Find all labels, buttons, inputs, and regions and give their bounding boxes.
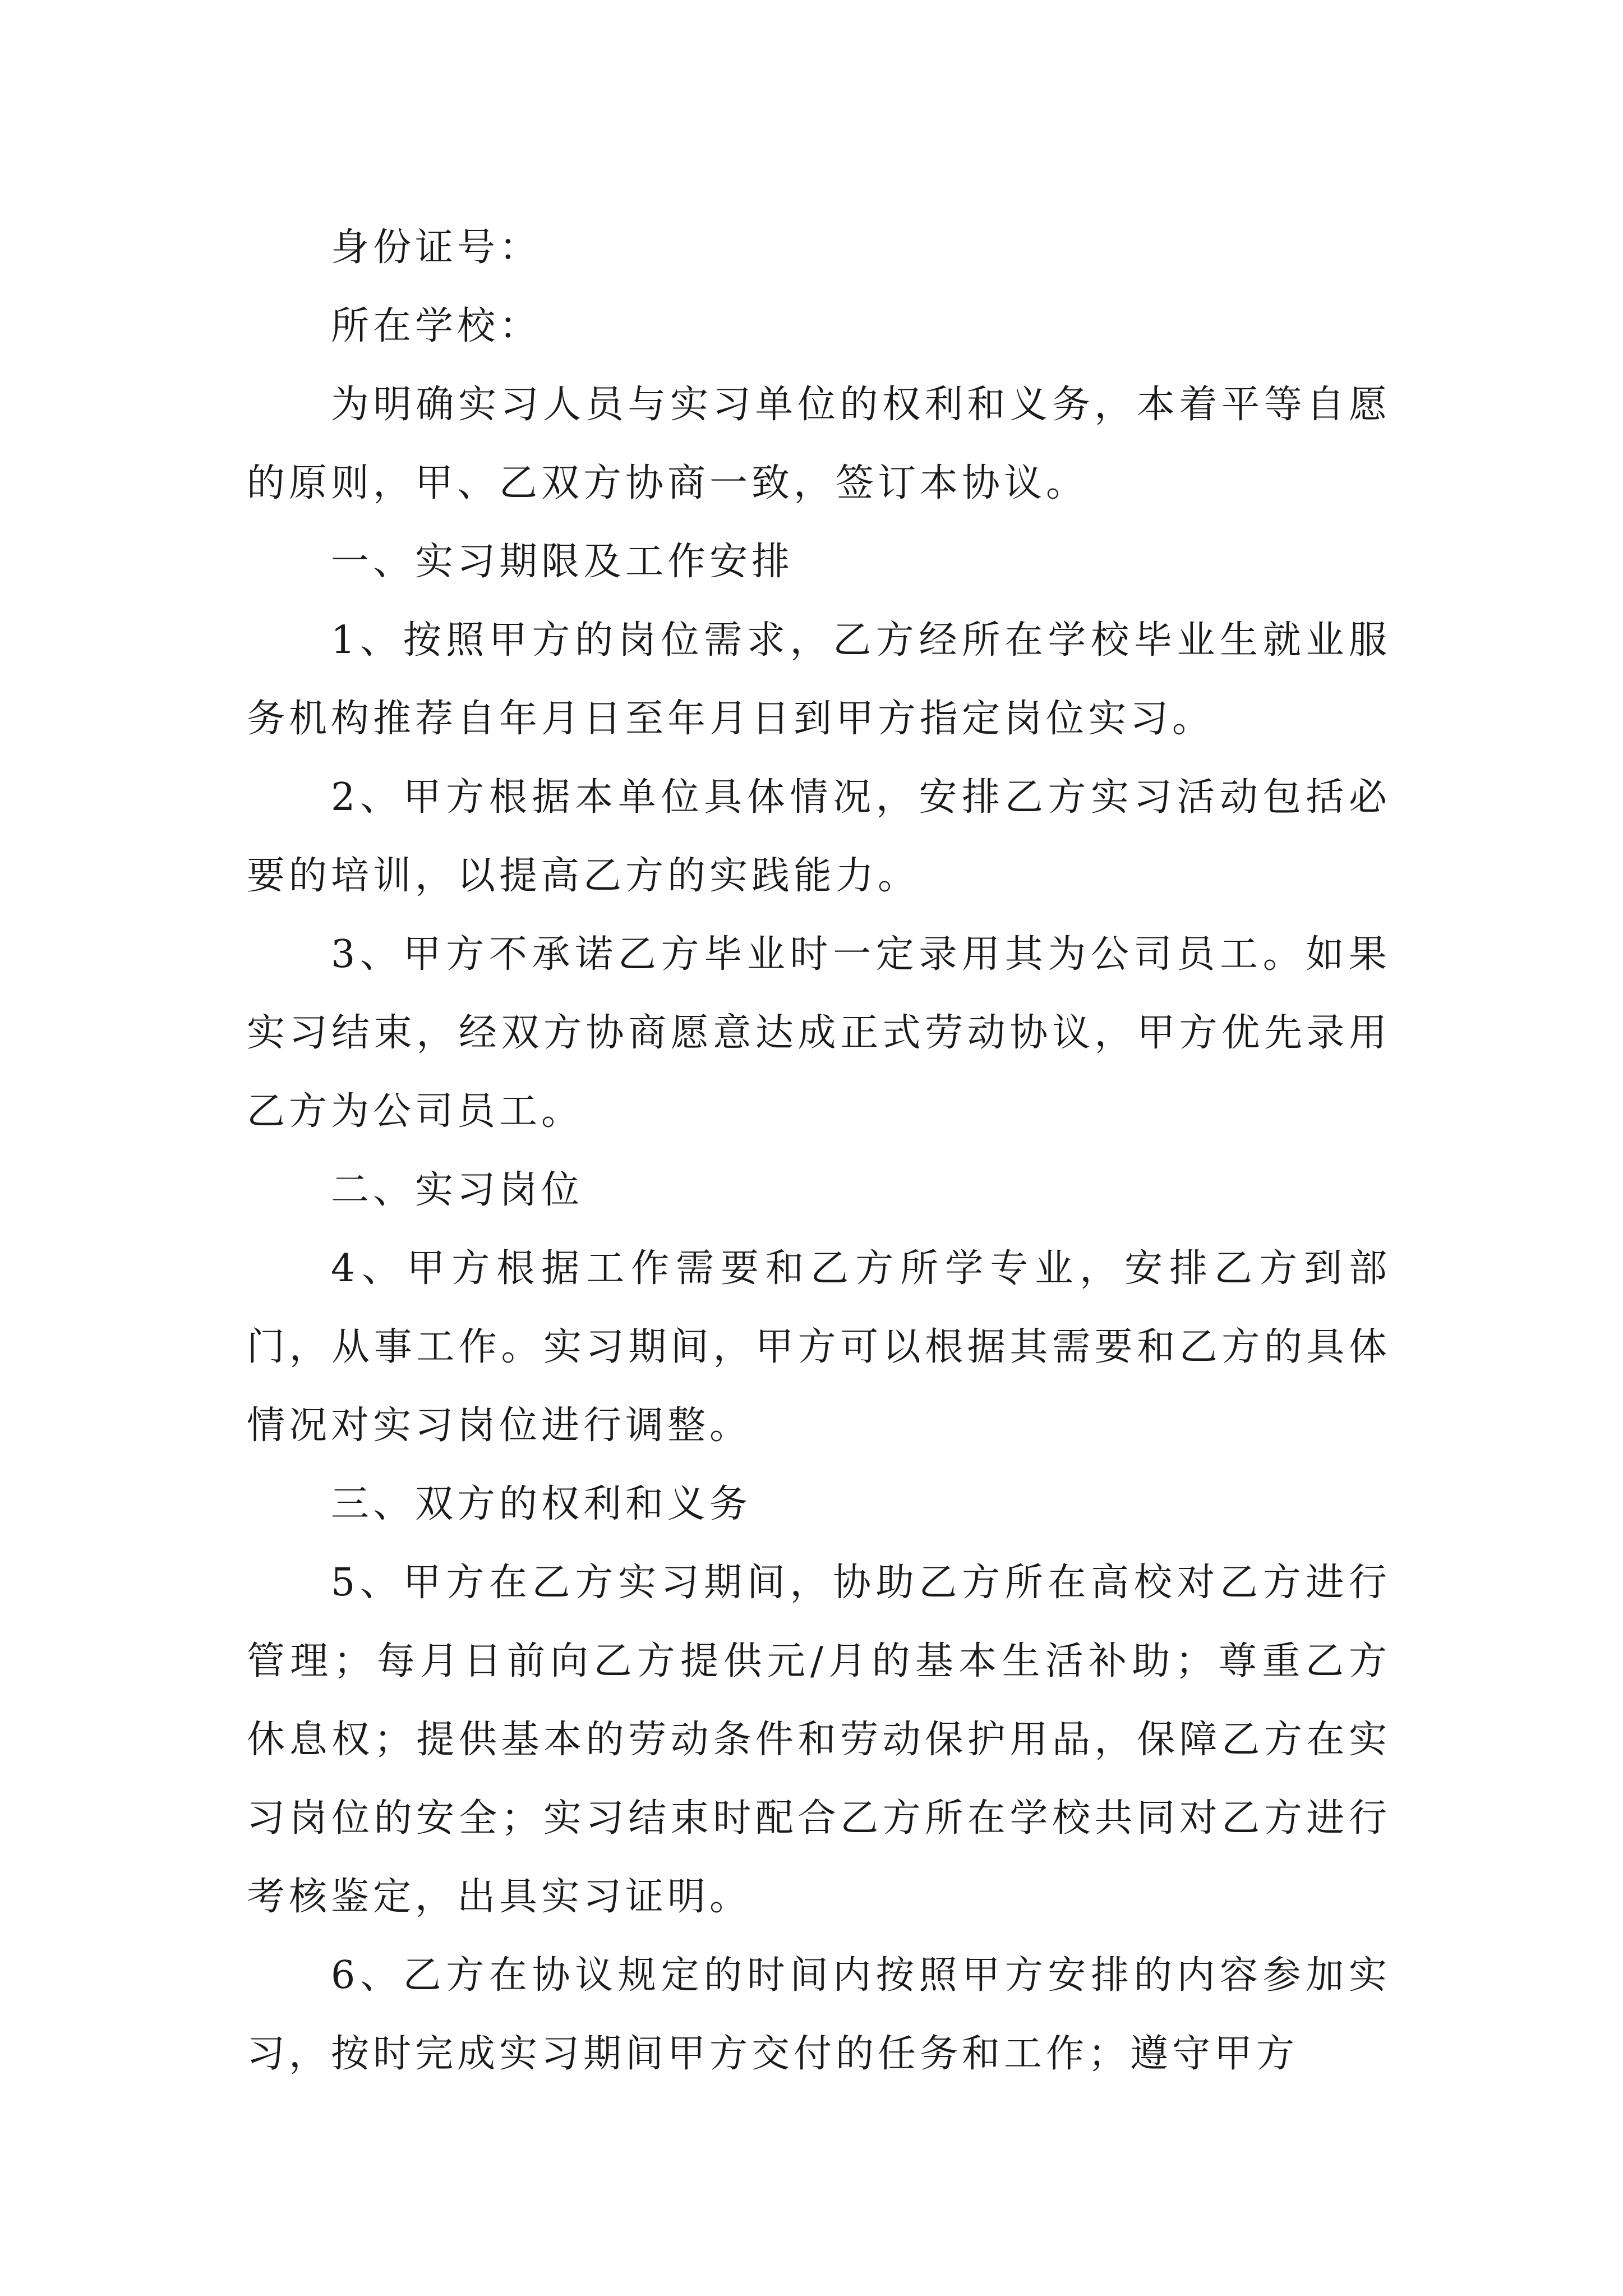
- clause-3: 3、甲方不承诺乙方毕业时一定录用其为公司员工。如果实习结束，经双方协商愿意达成正式劳动协议，甲方优先录用乙方为公司员工。: [247, 932, 1391, 1134]
- section-heading-3: 三、双方的权利和义务: [331, 1482, 752, 1526]
- section-heading-1: 一、实习期限及工作安排: [331, 540, 794, 584]
- id-number-line: 身份证号：: [331, 226, 542, 270]
- clause-6: 6、乙方在协议规定的时间内按照甲方安排的内容参加实习，按时完成实习期间甲方交付的任务和工作；遵守甲方: [247, 1953, 1391, 2076]
- school-line: 所在学校：: [331, 304, 542, 348]
- clause-4: 4、甲方根据工作需要和乙方所学专业，安排乙方到部门，从事工作。实习期间，甲方可以根据其需要和乙方的具体情况对实习岗位进行调整。: [247, 1246, 1391, 1448]
- clause-2: 2、甲方根据本单位具体情况，安排乙方实习活动包括必要的培训，以提高乙方的实践能力。: [247, 775, 1391, 898]
- document-body: [247, 209, 1391, 2093]
- clause-1: 1、按照甲方的岗位需求，乙方经所在学校毕业生就业服务机构推荐自年月日至年月日到甲方指定岗位实习。: [247, 618, 1391, 741]
- section-heading-2: 二、实习岗位: [331, 1168, 584, 1212]
- preamble-paragraph: 为明确实习人员与实习单位的权利和义务，本着平等自愿的原则，甲、乙双方协商一致，签订本协议。: [247, 383, 1391, 505]
- clause-5: 5、甲方在乙方实习期间，协助乙方所在高校对乙方进行管理；每月日前向乙方提供元/月的基本生活补助；尊重乙方休息权；提供基本的劳动条件和劳动保护用品，保障乙方在实习岗位的安全；实习结束时配合乙方所在学校共同对乙方进行考核鉴定，出具实习证明。: [247, 1561, 1391, 1919]
